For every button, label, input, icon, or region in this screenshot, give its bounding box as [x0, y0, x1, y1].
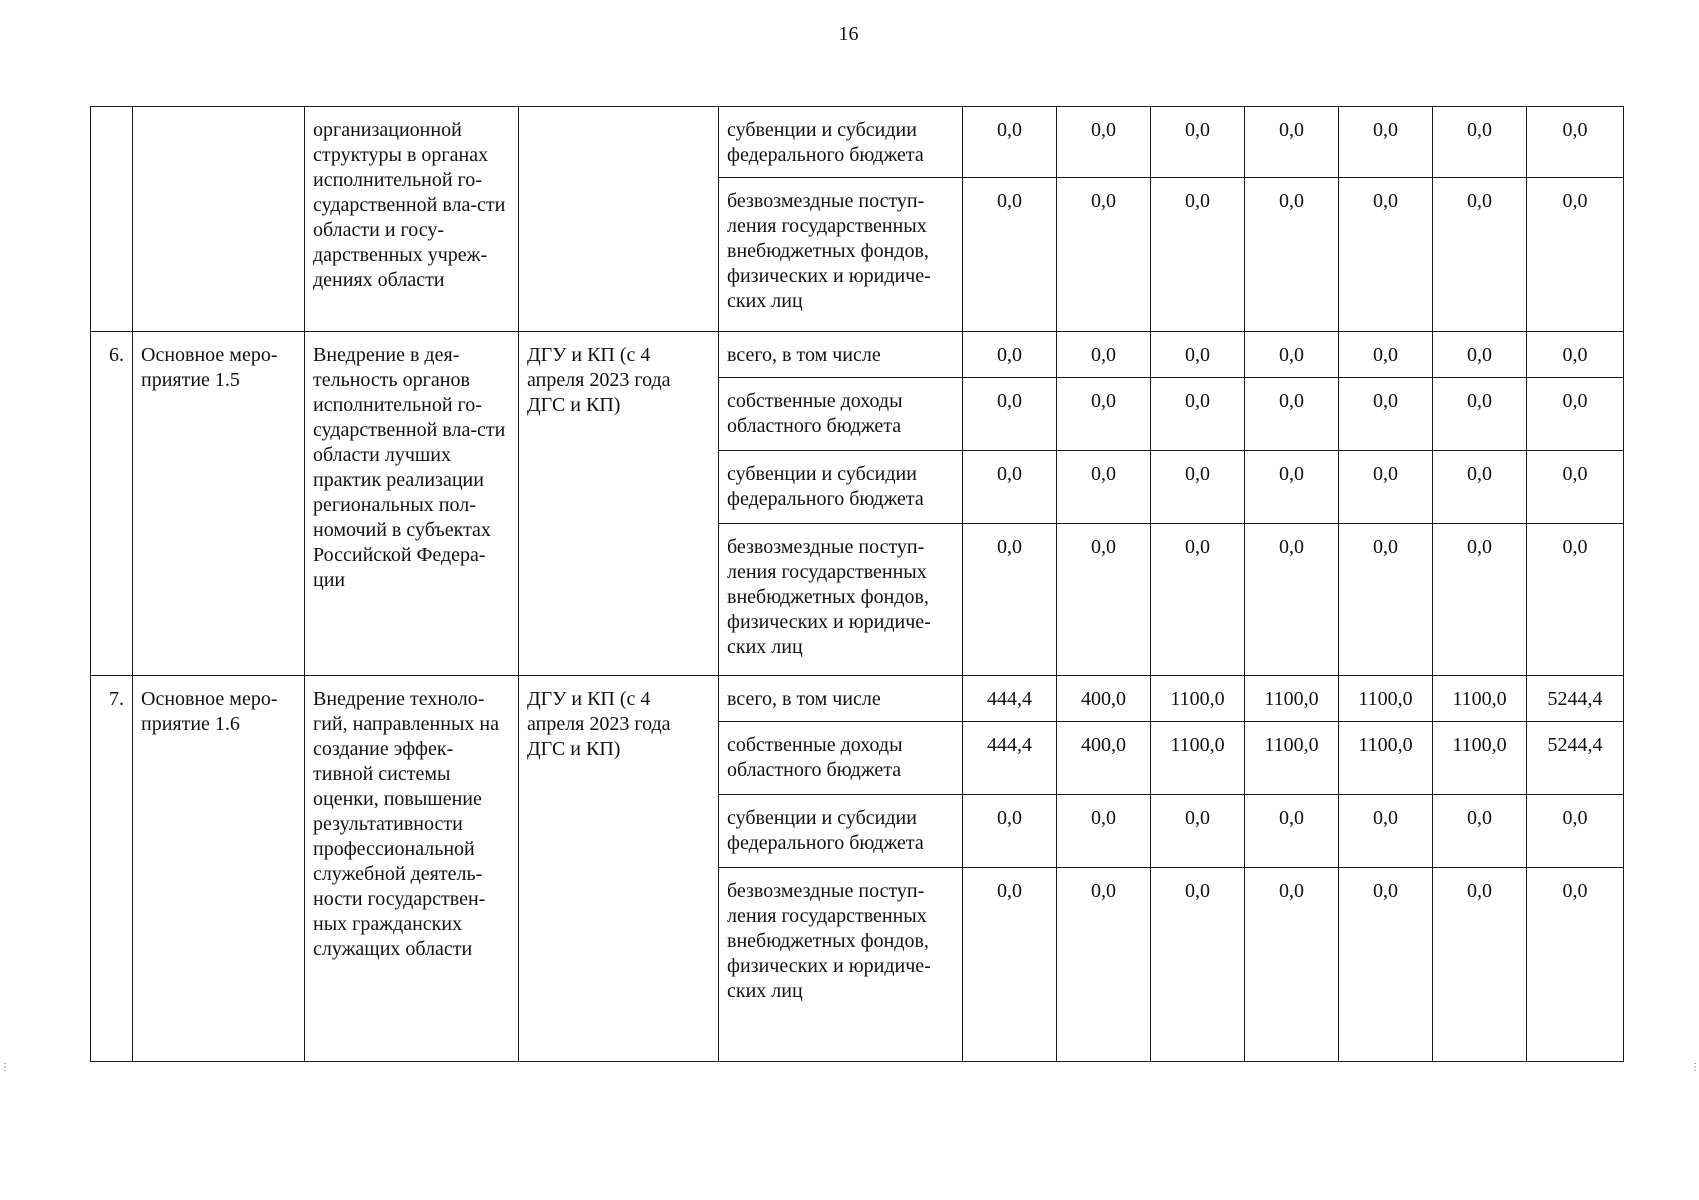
- amount-cell: 0,0: [1339, 177, 1433, 331]
- amount-cell: 0,0: [1151, 794, 1245, 867]
- funding-source: субвенции и субсидии федерального бюджета: [719, 450, 963, 523]
- amount-cell: 444,4: [963, 675, 1057, 722]
- amount-cell: 0,0: [1057, 331, 1151, 378]
- amount-cell: 0,0: [1151, 523, 1245, 675]
- amount-cell: 0,0: [1433, 331, 1527, 378]
- event-description: организационной структуры в органах исполнительной го-сударственной вла-сти области и госу-дарственных учреж-дениях области: [305, 107, 519, 332]
- amount-cell: 0,0: [1433, 378, 1527, 451]
- amount-cell: 0,0: [1527, 794, 1624, 867]
- amount-cell: 444,4: [963, 722, 1057, 795]
- amount-cell: 0,0: [1339, 378, 1433, 451]
- executor: [519, 107, 719, 332]
- funding-source: собственные доходы областного бюджета: [719, 722, 963, 795]
- page-number: 16: [838, 23, 859, 45]
- amount-cell: 1100,0: [1433, 722, 1527, 795]
- amount-cell: 400,0: [1057, 722, 1151, 795]
- funding-source: безвозмездные поступ-ления государственных внебюджетных фондов, физических и юридиче-ских лиц: [719, 523, 963, 675]
- right-edge-mark: ⋮: [1690, 1062, 1699, 1073]
- budget-table: [90, 106, 1624, 1062]
- row-index: [91, 107, 133, 332]
- table-row: [91, 107, 1624, 178]
- left-edge-mark: ⋮: [0, 1062, 9, 1073]
- amount-cell: 0,0: [1527, 523, 1624, 675]
- amount-cell: 0,0: [1057, 794, 1151, 867]
- amount-cell: 0,0: [1245, 331, 1339, 378]
- executor: ДГУ и КП (с 4 апреля 2023 года ДГС и КП): [519, 331, 719, 675]
- amount-cell: 0,0: [1527, 867, 1624, 1061]
- amount-cell: 0,0: [1527, 177, 1624, 331]
- amount-cell: 5244,4: [1527, 675, 1624, 722]
- row-index: 7.: [91, 675, 133, 1062]
- amount-cell: 0,0: [1339, 107, 1433, 178]
- funding-source: безвозмездные поступ-ления государственных внебюджетных фондов, физических и юридиче-ских лиц: [719, 867, 963, 1061]
- amount-cell: 1100,0: [1433, 675, 1527, 722]
- table-row: [91, 331, 1624, 378]
- amount-cell: 0,0: [1433, 794, 1527, 867]
- amount-cell: 0,0: [1057, 523, 1151, 675]
- amount-cell: 0,0: [1433, 107, 1527, 178]
- event-description: Внедрение техноло-гий, направленных на создание эффек-тивной системы оценки, повышение результативности профессиональной служебной деятель-ности государствен-ных гражданских служащих области: [305, 675, 519, 1062]
- amount-cell: 0,0: [1339, 794, 1433, 867]
- funding-source: всего, в том числе: [719, 675, 963, 722]
- amount-cell: 0,0: [1057, 107, 1151, 178]
- row-index: 6.: [91, 331, 133, 675]
- amount-cell: 5244,4: [1527, 722, 1624, 795]
- amount-cell: 0,0: [1245, 177, 1339, 331]
- amount-cell: 0,0: [963, 523, 1057, 675]
- amount-cell: 0,0: [1433, 867, 1527, 1061]
- table-row: [91, 675, 1624, 722]
- amount-cell: 0,0: [1151, 107, 1245, 178]
- amount-cell: 0,0: [1151, 378, 1245, 451]
- amount-cell: 1100,0: [1151, 722, 1245, 795]
- amount-cell: 1100,0: [1245, 675, 1339, 722]
- amount-cell: 0,0: [1245, 378, 1339, 451]
- amount-cell: 1100,0: [1339, 675, 1433, 722]
- event-name: Основное меро-приятие 1.5: [133, 331, 305, 675]
- amount-cell: 0,0: [1433, 450, 1527, 523]
- amount-cell: 0,0: [1245, 867, 1339, 1061]
- amount-cell: 0,0: [963, 107, 1057, 178]
- amount-cell: 0,0: [963, 331, 1057, 378]
- amount-cell: 0,0: [1433, 177, 1527, 331]
- amount-cell: 0,0: [963, 794, 1057, 867]
- amount-cell: 0,0: [963, 177, 1057, 331]
- amount-cell: 0,0: [1057, 867, 1151, 1061]
- event-description: Внедрение в дея-тельность органов исполнительной го-сударственной вла-сти области лучших практик реализации региональных пол-номочий в субъектах Российской Федера-ции: [305, 331, 519, 675]
- amount-cell: 0,0: [1339, 867, 1433, 1061]
- amount-cell: 0,0: [1527, 331, 1624, 378]
- funding-source: субвенции и субсидии федерального бюджета: [719, 794, 963, 867]
- amount-cell: 0,0: [1527, 107, 1624, 178]
- amount-cell: 0,0: [963, 867, 1057, 1061]
- amount-cell: 1100,0: [1151, 675, 1245, 722]
- funding-source: безвозмездные поступ-ления государственных внебюджетных фондов, физических и юридиче-ских лиц: [719, 177, 963, 331]
- amount-cell: 0,0: [1433, 523, 1527, 675]
- amount-cell: 0,0: [1245, 107, 1339, 178]
- budget-table-body: [91, 107, 1624, 1062]
- amount-cell: 0,0: [1527, 378, 1624, 451]
- funding-source: всего, в том числе: [719, 331, 963, 378]
- event-name: [133, 107, 305, 332]
- amount-cell: 0,0: [1245, 523, 1339, 675]
- amount-cell: 0,0: [963, 378, 1057, 451]
- amount-cell: 0,0: [1057, 450, 1151, 523]
- amount-cell: 0,0: [1057, 177, 1151, 331]
- funding-source: субвенции и субсидии федерального бюджета: [719, 107, 963, 178]
- amount-cell: 0,0: [1339, 331, 1433, 378]
- amount-cell: 0,0: [1339, 450, 1433, 523]
- amount-cell: 0,0: [1151, 867, 1245, 1061]
- executor: ДГУ и КП (с 4 апреля 2023 года ДГС и КП): [519, 675, 719, 1062]
- amount-cell: 400,0: [1057, 675, 1151, 722]
- amount-cell: 0,0: [1339, 523, 1433, 675]
- event-name: Основное меро-приятие 1.6: [133, 675, 305, 1062]
- amount-cell: 0,0: [1527, 450, 1624, 523]
- amount-cell: 0,0: [1151, 331, 1245, 378]
- amount-cell: 0,0: [1057, 378, 1151, 451]
- amount-cell: 1100,0: [1339, 722, 1433, 795]
- amount-cell: 0,0: [1151, 450, 1245, 523]
- amount-cell: 0,0: [1245, 794, 1339, 867]
- amount-cell: 0,0: [963, 450, 1057, 523]
- amount-cell: 0,0: [1245, 450, 1339, 523]
- amount-cell: 0,0: [1151, 177, 1245, 331]
- funding-source: собственные доходы областного бюджета: [719, 378, 963, 451]
- amount-cell: 1100,0: [1245, 722, 1339, 795]
